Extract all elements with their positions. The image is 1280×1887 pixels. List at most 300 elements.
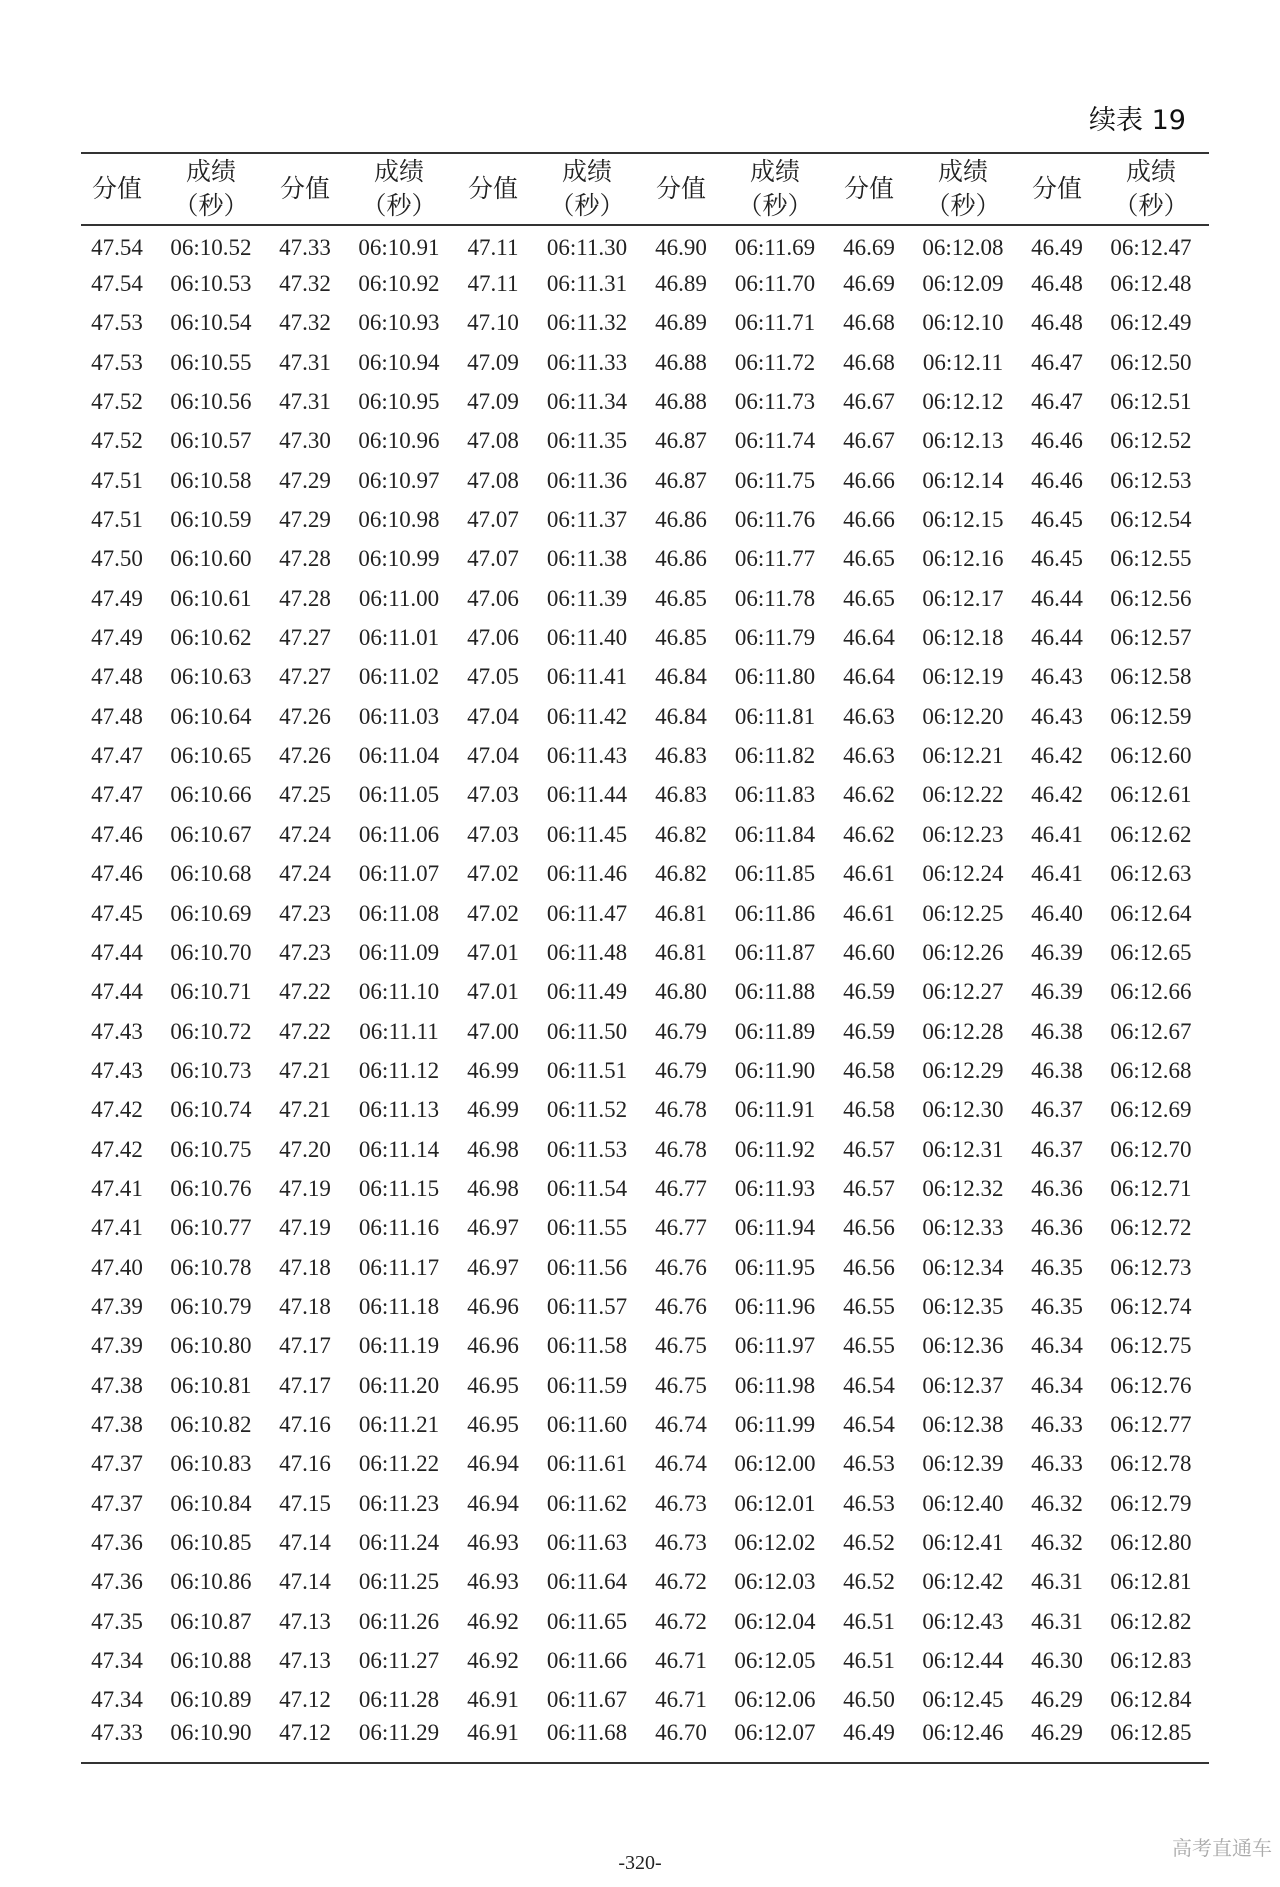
result-cell: 06:12.09 bbox=[922, 271, 1004, 297]
table-row bbox=[81, 973, 1209, 1012]
result-cell: 06:12.63 bbox=[1110, 861, 1192, 887]
result-cell: 06:10.54 bbox=[170, 310, 252, 336]
score-cell: 46.70 bbox=[655, 1720, 707, 1746]
result-cell: 06:10.82 bbox=[170, 1411, 252, 1437]
score-cell: 46.32 bbox=[1031, 1490, 1083, 1516]
result-cell: 06:11.78 bbox=[734, 585, 816, 611]
score-cell: 47.38 bbox=[91, 1372, 143, 1398]
score-cell: 46.57 bbox=[843, 1175, 895, 1201]
score-cell: 46.56 bbox=[843, 1254, 895, 1280]
result-cell: 06:12.14 bbox=[922, 467, 1004, 493]
header-result-label: 成绩 bbox=[373, 157, 424, 186]
table-row bbox=[81, 1484, 1209, 1523]
result-cell: 06:11.26 bbox=[358, 1608, 440, 1634]
score-cell: 47.03 bbox=[467, 821, 519, 847]
score-cell: 46.67 bbox=[843, 389, 895, 415]
table-row bbox=[81, 1169, 1209, 1208]
score-cell: 47.16 bbox=[279, 1411, 331, 1437]
score-cell: 47.53 bbox=[91, 349, 143, 375]
result-cell: 06:10.59 bbox=[170, 507, 252, 533]
result-cell: 06:11.32 bbox=[546, 310, 628, 336]
score-cell: 47.42 bbox=[91, 1136, 143, 1162]
result-cell: 06:11.51 bbox=[546, 1057, 628, 1083]
result-cell: 06:10.61 bbox=[170, 585, 252, 611]
result-cell: 06:11.61 bbox=[546, 1451, 628, 1477]
result-cell: 06:11.30 bbox=[546, 235, 628, 261]
score-cell: 46.87 bbox=[655, 428, 707, 454]
result-cell: 06:11.95 bbox=[734, 1254, 816, 1280]
result-cell: 06:11.57 bbox=[546, 1293, 628, 1319]
score-cell: 46.54 bbox=[843, 1372, 895, 1398]
score-cell: 46.72 bbox=[655, 1608, 707, 1634]
score-cell: 47.02 bbox=[467, 900, 519, 926]
result-cell: 06:10.88 bbox=[170, 1648, 252, 1674]
result-cell: 06:12.05 bbox=[734, 1648, 816, 1674]
score-cell: 47.12 bbox=[279, 1720, 331, 1746]
score-cell: 47.34 bbox=[91, 1648, 143, 1674]
score-cell: 46.32 bbox=[1031, 1530, 1083, 1556]
score-cell: 47.12 bbox=[279, 1687, 331, 1713]
table-row bbox=[81, 933, 1209, 972]
score-cell: 47.34 bbox=[91, 1687, 143, 1713]
score-cell: 46.68 bbox=[843, 310, 895, 336]
score-cell: 46.35 bbox=[1031, 1293, 1083, 1319]
score-cell: 46.88 bbox=[655, 389, 707, 415]
score-cell: 47.17 bbox=[279, 1333, 331, 1359]
score-cell: 46.75 bbox=[655, 1372, 707, 1398]
result-cell: 06:11.42 bbox=[546, 703, 628, 729]
result-cell: 06:10.55 bbox=[170, 349, 252, 375]
score-cell: 47.43 bbox=[91, 1018, 143, 1044]
result-cell: 06:12.36 bbox=[922, 1333, 1004, 1359]
result-cell: 06:11.01 bbox=[358, 625, 440, 651]
score-cell: 46.93 bbox=[467, 1530, 519, 1556]
table-row bbox=[81, 1366, 1209, 1405]
result-cell: 06:11.21 bbox=[358, 1411, 440, 1437]
result-cell: 06:12.74 bbox=[1110, 1293, 1192, 1319]
table-header bbox=[81, 153, 1209, 225]
score-cell: 46.78 bbox=[655, 1097, 707, 1123]
header-result-unit: （秒） bbox=[1113, 191, 1189, 220]
score-cell: 46.94 bbox=[467, 1490, 519, 1516]
result-cell: 06:12.81 bbox=[1110, 1569, 1192, 1595]
result-cell: 06:11.03 bbox=[358, 703, 440, 729]
score-cell: 46.38 bbox=[1031, 1018, 1083, 1044]
score-cell: 46.92 bbox=[467, 1648, 519, 1674]
result-cell: 06:12.85 bbox=[1110, 1720, 1192, 1746]
result-cell: 06:11.31 bbox=[546, 271, 628, 297]
score-cell: 46.35 bbox=[1031, 1254, 1083, 1280]
score-cell: 47.16 bbox=[279, 1451, 331, 1477]
result-cell: 06:12.71 bbox=[1110, 1175, 1192, 1201]
score-cell: 46.40 bbox=[1031, 900, 1083, 926]
score-cell: 46.72 bbox=[655, 1569, 707, 1595]
score-cell: 47.18 bbox=[279, 1293, 331, 1319]
score-cell: 46.49 bbox=[1031, 235, 1083, 261]
result-cell: 06:12.18 bbox=[922, 625, 1004, 651]
result-cell: 06:10.87 bbox=[170, 1608, 252, 1634]
score-cell: 46.85 bbox=[655, 625, 707, 651]
score-cell: 47.35 bbox=[91, 1608, 143, 1634]
score-cell: 46.64 bbox=[843, 664, 895, 690]
result-cell: 06:12.10 bbox=[922, 310, 1004, 336]
score-cell: 46.39 bbox=[1031, 979, 1083, 1005]
result-cell: 06:12.40 bbox=[922, 1490, 1004, 1516]
result-cell: 06:11.76 bbox=[734, 507, 816, 533]
header-result bbox=[905, 153, 1021, 225]
score-cell: 47.36 bbox=[91, 1569, 143, 1595]
score-cell: 47.41 bbox=[91, 1215, 143, 1241]
score-cell: 47.40 bbox=[91, 1254, 143, 1280]
score-cell: 46.59 bbox=[843, 1018, 895, 1044]
score-cell: 46.82 bbox=[655, 861, 707, 887]
score-cell: 47.13 bbox=[279, 1608, 331, 1634]
score-cell: 46.61 bbox=[843, 861, 895, 887]
score-cell: 46.30 bbox=[1031, 1648, 1083, 1674]
table-row bbox=[81, 776, 1209, 815]
score-cell: 46.31 bbox=[1031, 1569, 1083, 1595]
result-cell: 06:10.74 bbox=[170, 1097, 252, 1123]
page-number: -320- bbox=[618, 1852, 662, 1874]
result-cell: 06:11.86 bbox=[734, 900, 816, 926]
score-cell: 46.33 bbox=[1031, 1411, 1083, 1437]
score-cell: 46.44 bbox=[1031, 625, 1083, 651]
score-cell: 46.36 bbox=[1031, 1215, 1083, 1241]
result-cell: 06:10.70 bbox=[170, 939, 252, 965]
score-cell: 46.98 bbox=[467, 1136, 519, 1162]
score-cell: 46.46 bbox=[1031, 428, 1083, 454]
score-cell: 46.79 bbox=[655, 1018, 707, 1044]
result-cell: 06:11.43 bbox=[546, 743, 628, 769]
result-cell: 06:10.81 bbox=[170, 1372, 252, 1398]
score-cell: 46.47 bbox=[1031, 389, 1083, 415]
score-cell: 46.58 bbox=[843, 1097, 895, 1123]
result-cell: 06:12.51 bbox=[1110, 389, 1192, 415]
score-cell: 47.42 bbox=[91, 1097, 143, 1123]
table-row bbox=[81, 1091, 1209, 1130]
result-cell: 06:10.72 bbox=[170, 1018, 252, 1044]
score-cell: 47.22 bbox=[279, 1018, 331, 1044]
table-row bbox=[81, 1681, 1209, 1720]
score-cell: 47.32 bbox=[279, 310, 331, 336]
result-cell: 06:11.36 bbox=[546, 467, 628, 493]
score-cell: 47.51 bbox=[91, 507, 143, 533]
result-cell: 06:11.94 bbox=[734, 1215, 816, 1241]
score-cell: 46.42 bbox=[1031, 743, 1083, 769]
score-cell: 46.62 bbox=[843, 782, 895, 808]
score-cell: 46.43 bbox=[1031, 664, 1083, 690]
result-cell: 06:11.37 bbox=[546, 507, 628, 533]
result-cell: 06:10.94 bbox=[358, 349, 440, 375]
score-cell: 46.31 bbox=[1031, 1608, 1083, 1634]
score-cell: 46.90 bbox=[655, 235, 707, 261]
score-cell: 47.52 bbox=[91, 389, 143, 415]
score-cell: 46.67 bbox=[843, 428, 895, 454]
result-cell: 06:11.05 bbox=[358, 782, 440, 808]
score-cell: 46.29 bbox=[1031, 1720, 1083, 1746]
score-cell: 47.07 bbox=[467, 546, 519, 572]
result-cell: 06:12.41 bbox=[922, 1530, 1004, 1556]
score-cell: 47.24 bbox=[279, 861, 331, 887]
score-cell: 46.94 bbox=[467, 1451, 519, 1477]
score-cell: 46.86 bbox=[655, 507, 707, 533]
result-cell: 06:11.74 bbox=[734, 428, 816, 454]
score-cell: 46.36 bbox=[1031, 1175, 1083, 1201]
header-result-label: 成绩 bbox=[937, 157, 988, 186]
score-cell: 47.37 bbox=[91, 1451, 143, 1477]
score-cell: 47.38 bbox=[91, 1411, 143, 1437]
score-cell: 47.28 bbox=[279, 585, 331, 611]
score-cell: 47.46 bbox=[91, 821, 143, 847]
score-cell: 47.27 bbox=[279, 664, 331, 690]
result-cell: 06:11.83 bbox=[734, 782, 816, 808]
result-cell: 06:10.90 bbox=[170, 1720, 252, 1746]
score-cell: 47.03 bbox=[467, 782, 519, 808]
score-cell: 46.43 bbox=[1031, 703, 1083, 729]
score-cell: 47.20 bbox=[279, 1136, 331, 1162]
result-cell: 06:12.76 bbox=[1110, 1372, 1192, 1398]
result-cell: 06:12.54 bbox=[1110, 507, 1192, 533]
result-cell: 06:12.60 bbox=[1110, 743, 1192, 769]
result-cell: 06:11.44 bbox=[546, 782, 628, 808]
score-table bbox=[81, 152, 1209, 1764]
result-cell: 06:12.27 bbox=[922, 979, 1004, 1005]
table-row bbox=[81, 1602, 1209, 1641]
result-cell: 06:12.06 bbox=[734, 1687, 816, 1713]
score-cell: 46.81 bbox=[655, 939, 707, 965]
result-cell: 06:12.66 bbox=[1110, 979, 1192, 1005]
score-cell: 46.33 bbox=[1031, 1451, 1083, 1477]
table-row bbox=[81, 461, 1209, 500]
result-cell: 06:11.70 bbox=[734, 271, 816, 297]
header-result bbox=[341, 153, 457, 225]
score-cell: 46.66 bbox=[843, 507, 895, 533]
result-cell: 06:11.90 bbox=[734, 1057, 816, 1083]
score-cell: 46.65 bbox=[843, 585, 895, 611]
result-cell: 06:12.32 bbox=[922, 1175, 1004, 1201]
result-cell: 06:11.19 bbox=[358, 1333, 440, 1359]
result-cell: 06:12.84 bbox=[1110, 1687, 1192, 1713]
score-cell: 46.60 bbox=[843, 939, 895, 965]
score-cell: 46.48 bbox=[1031, 271, 1083, 297]
score-cell: 46.68 bbox=[843, 349, 895, 375]
table-row bbox=[81, 618, 1209, 657]
result-cell: 06:10.91 bbox=[358, 235, 440, 261]
score-cell: 47.18 bbox=[279, 1254, 331, 1280]
score-cell: 46.89 bbox=[655, 271, 707, 297]
score-cell: 46.97 bbox=[467, 1215, 519, 1241]
result-cell: 06:10.98 bbox=[358, 507, 440, 533]
result-cell: 06:12.43 bbox=[922, 1608, 1004, 1634]
score-cell: 46.57 bbox=[843, 1136, 895, 1162]
table-row bbox=[81, 1209, 1209, 1248]
result-cell: 06:11.49 bbox=[546, 979, 628, 1005]
header-result-unit: （秒） bbox=[737, 191, 813, 220]
score-cell: 46.39 bbox=[1031, 939, 1083, 965]
score-cell: 46.79 bbox=[655, 1057, 707, 1083]
result-cell: 06:12.17 bbox=[922, 585, 1004, 611]
result-cell: 06:12.20 bbox=[922, 703, 1004, 729]
score-cell: 46.76 bbox=[655, 1254, 707, 1280]
score-cell: 46.44 bbox=[1031, 585, 1083, 611]
score-cell: 46.61 bbox=[843, 900, 895, 926]
result-cell: 06:11.24 bbox=[358, 1530, 440, 1556]
result-cell: 06:11.09 bbox=[358, 939, 440, 965]
result-cell: 06:10.64 bbox=[170, 703, 252, 729]
header-result bbox=[153, 153, 269, 225]
score-cell: 46.76 bbox=[655, 1293, 707, 1319]
score-cell: 46.53 bbox=[843, 1451, 895, 1477]
score-cell: 47.39 bbox=[91, 1293, 143, 1319]
result-cell: 06:12.48 bbox=[1110, 271, 1192, 297]
table-row bbox=[81, 658, 1209, 697]
table-row bbox=[81, 855, 1209, 894]
score-cell: 47.51 bbox=[91, 467, 143, 493]
score-cell: 47.31 bbox=[279, 389, 331, 415]
result-cell: 06:11.47 bbox=[546, 900, 628, 926]
score-cell: 47.48 bbox=[91, 664, 143, 690]
table-row bbox=[81, 1720, 1209, 1763]
result-cell: 06:12.79 bbox=[1110, 1490, 1192, 1516]
watermark: 高考直通车 bbox=[1172, 1836, 1272, 1860]
header-score: 分值 bbox=[655, 174, 706, 203]
result-cell: 06:11.84 bbox=[734, 821, 816, 847]
result-cell: 06:12.38 bbox=[922, 1411, 1004, 1437]
result-cell: 06:10.89 bbox=[170, 1687, 252, 1713]
score-cell: 46.84 bbox=[655, 664, 707, 690]
score-cell: 47.54 bbox=[91, 271, 143, 297]
result-cell: 06:12.22 bbox=[922, 782, 1004, 808]
result-cell: 06:10.65 bbox=[170, 743, 252, 769]
result-cell: 06:10.58 bbox=[170, 467, 252, 493]
result-cell: 06:11.92 bbox=[734, 1136, 816, 1162]
result-cell: 06:11.87 bbox=[734, 939, 816, 965]
table-row bbox=[81, 225, 1209, 264]
result-cell: 06:12.50 bbox=[1110, 349, 1192, 375]
score-cell: 46.37 bbox=[1031, 1097, 1083, 1123]
result-cell: 06:12.31 bbox=[922, 1136, 1004, 1162]
score-cell: 46.98 bbox=[467, 1175, 519, 1201]
result-cell: 06:10.95 bbox=[358, 389, 440, 415]
result-cell: 06:11.66 bbox=[546, 1648, 628, 1674]
score-cell: 46.99 bbox=[467, 1057, 519, 1083]
score-cell: 46.83 bbox=[655, 743, 707, 769]
result-cell: 06:12.35 bbox=[922, 1293, 1004, 1319]
result-cell: 06:11.22 bbox=[358, 1451, 440, 1477]
score-cell: 46.29 bbox=[1031, 1687, 1083, 1713]
score-cell: 47.06 bbox=[467, 625, 519, 651]
score-cell: 47.05 bbox=[467, 664, 519, 690]
score-cell: 46.97 bbox=[467, 1254, 519, 1280]
score-cell: 46.71 bbox=[655, 1687, 707, 1713]
score-cell: 46.48 bbox=[1031, 310, 1083, 336]
header-result bbox=[717, 153, 833, 225]
score-cell: 47.23 bbox=[279, 900, 331, 926]
score-cell: 47.02 bbox=[467, 861, 519, 887]
result-cell: 06:10.71 bbox=[170, 979, 252, 1005]
score-cell: 46.69 bbox=[843, 235, 895, 261]
result-cell: 06:11.04 bbox=[358, 743, 440, 769]
result-cell: 06:12.52 bbox=[1110, 428, 1192, 454]
result-cell: 06:11.11 bbox=[359, 1018, 439, 1044]
result-cell: 06:12.21 bbox=[922, 743, 1004, 769]
result-cell: 06:10.76 bbox=[170, 1175, 252, 1201]
score-cell: 46.58 bbox=[843, 1057, 895, 1083]
score-cell: 46.41 bbox=[1031, 861, 1083, 887]
table-row bbox=[81, 1563, 1209, 1602]
result-cell: 06:12.28 bbox=[922, 1018, 1004, 1044]
score-cell: 47.08 bbox=[467, 467, 519, 493]
score-cell: 46.85 bbox=[655, 585, 707, 611]
table-row bbox=[81, 422, 1209, 461]
result-cell: 06:12.62 bbox=[1110, 821, 1192, 847]
header-result-unit: （秒） bbox=[549, 191, 625, 220]
result-cell: 06:10.60 bbox=[170, 546, 252, 572]
score-cell: 46.73 bbox=[655, 1530, 707, 1556]
result-cell: 06:12.53 bbox=[1110, 467, 1192, 493]
score-cell: 46.91 bbox=[467, 1687, 519, 1713]
result-cell: 06:12.42 bbox=[922, 1569, 1004, 1595]
result-cell: 06:11.59 bbox=[546, 1372, 628, 1398]
score-cell: 46.73 bbox=[655, 1490, 707, 1516]
result-cell: 06:10.62 bbox=[170, 625, 252, 651]
result-cell: 06:11.20 bbox=[358, 1372, 440, 1398]
score-cell: 47.26 bbox=[279, 703, 331, 729]
score-cell: 47.47 bbox=[91, 782, 143, 808]
result-cell: 06:12.26 bbox=[922, 939, 1004, 965]
header-result-label: 成绩 bbox=[1125, 157, 1176, 186]
header-result-unit: （秒） bbox=[361, 191, 437, 220]
result-cell: 06:11.63 bbox=[546, 1530, 628, 1556]
table-row bbox=[81, 540, 1209, 579]
result-cell: 06:11.16 bbox=[358, 1215, 440, 1241]
score-cell: 46.83 bbox=[655, 782, 707, 808]
result-cell: 06:11.65 bbox=[546, 1608, 628, 1634]
score-cell: 46.47 bbox=[1031, 349, 1083, 375]
result-cell: 06:11.28 bbox=[358, 1687, 440, 1713]
score-cell: 46.84 bbox=[655, 703, 707, 729]
score-cell: 47.48 bbox=[91, 703, 143, 729]
table-row bbox=[81, 1445, 1209, 1484]
score-cell: 47.33 bbox=[279, 235, 331, 261]
score-cell: 47.06 bbox=[467, 585, 519, 611]
score-cell: 47.11 bbox=[467, 235, 519, 261]
result-cell: 06:12.82 bbox=[1110, 1608, 1192, 1634]
score-cell: 47.25 bbox=[279, 782, 331, 808]
result-cell: 06:11.98 bbox=[734, 1372, 816, 1398]
score-cell: 46.96 bbox=[467, 1293, 519, 1319]
result-cell: 06:11.46 bbox=[546, 861, 628, 887]
score-cell: 47.45 bbox=[91, 900, 143, 926]
result-cell: 06:12.61 bbox=[1110, 782, 1192, 808]
score-cell: 47.53 bbox=[91, 310, 143, 336]
score-cell: 46.64 bbox=[843, 625, 895, 651]
result-cell: 06:11.64 bbox=[546, 1569, 628, 1595]
score-cell: 47.19 bbox=[279, 1215, 331, 1241]
score-cell: 46.95 bbox=[467, 1372, 519, 1398]
result-cell: 06:12.30 bbox=[922, 1097, 1004, 1123]
result-cell: 06:11.50 bbox=[546, 1018, 628, 1044]
table-row bbox=[81, 382, 1209, 421]
result-cell: 06:12.75 bbox=[1110, 1333, 1192, 1359]
score-cell: 46.69 bbox=[843, 271, 895, 297]
result-cell: 06:11.39 bbox=[546, 585, 628, 611]
score-cell: 47.08 bbox=[467, 428, 519, 454]
result-cell: 06:12.24 bbox=[922, 861, 1004, 887]
result-cell: 06:11.23 bbox=[358, 1490, 440, 1516]
score-cell: 46.54 bbox=[843, 1411, 895, 1437]
result-cell: 06:11.79 bbox=[734, 625, 816, 651]
